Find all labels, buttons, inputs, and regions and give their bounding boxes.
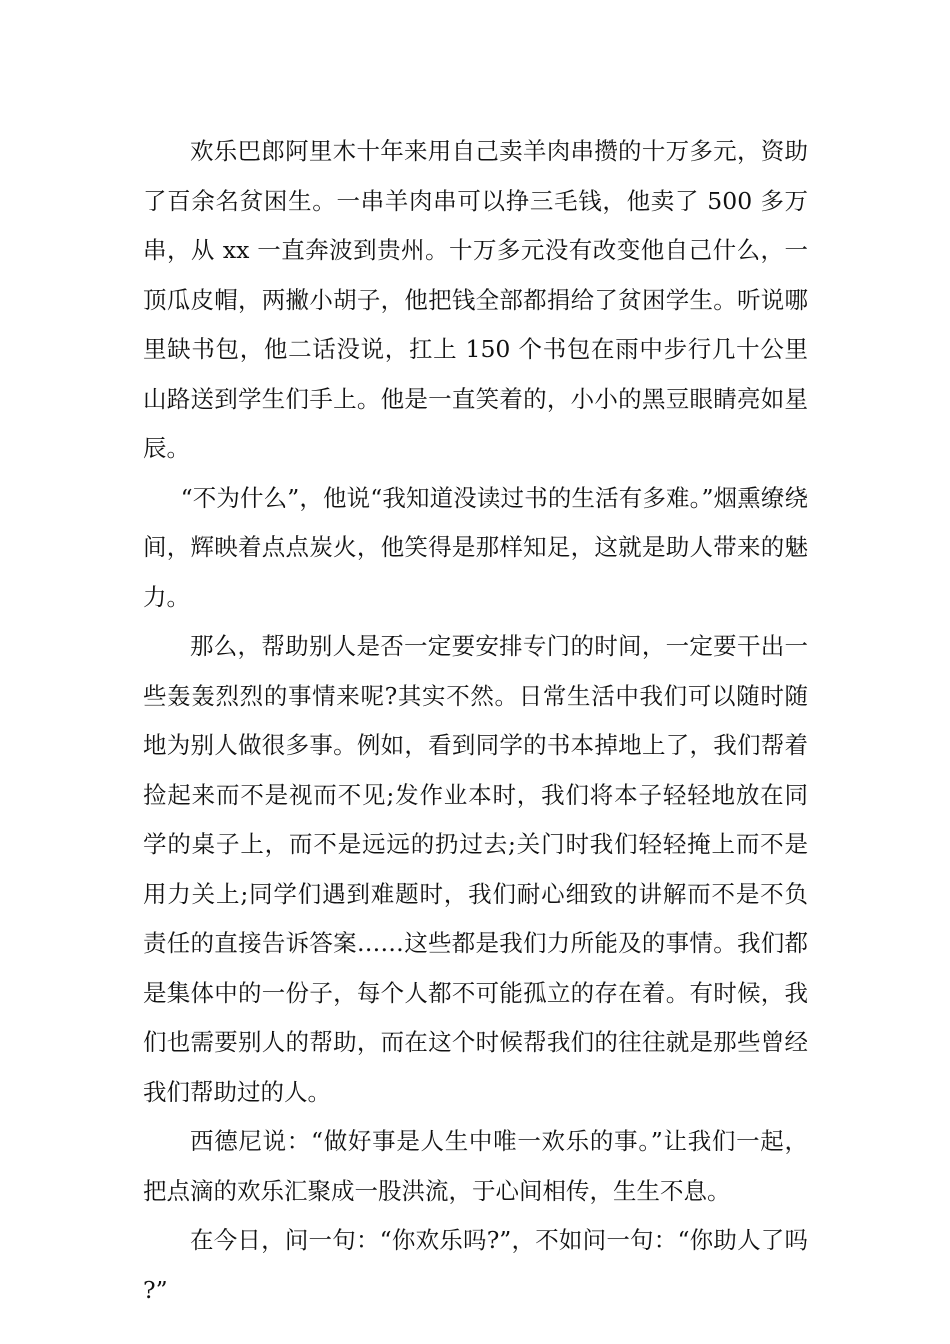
paragraph-why-quote: “不为什么”，他说“我知道没读过书的生活有多难。”烟熏缭绕间，辉映着点点炭火，他笑得是那样知足，这就是助人带来的魅力。 bbox=[143, 483, 808, 611]
paragraph-closing-question: 在今日，问一句：“你欢乐吗?”，不如问一句：“你助人了吗?” bbox=[143, 1226, 808, 1304]
document-body bbox=[143, 127, 808, 1315]
paragraph-everyday-help: 那么，帮助别人是否一定要安排专门的时间，一定要干出一些轰轰烈烈的事情来呢?其实不然。日常生活中我们可以随时随地为别人做很多事。例如，看到同学的书本掉地上了，我们帮着捡起来而不是视而不见;发作业本时，我们将本子轻轻地放在同学的桌子上，而不是远远的扔过去;关门时我们轻轻掩上而不是用力关上;同学们遇到难题时，我们耐心细致的讲解而不是不负责任的直接告诉答案……这些都是我们力所能及的事情。我们都是集体中的一份子，每个人都不可能孤立的存在着。有时候，我们也需要别人的帮助，而在这个时候帮我们的往往就是那些曾经我们帮助过的人。 bbox=[143, 632, 808, 1106]
paragraph-sidney-quote: 西德尼说：“做好事是人生中唯一欢乐的事。”让我们一起，把点滴的欢乐汇聚成一股洪流，于心间相传，生生不息。 bbox=[143, 1127, 808, 1205]
paragraph-alimu-story: 欢乐巴郎阿里木十年来用自己卖羊肉串攒的十万多元，资助了百余名贫困生。一串羊肉串可以挣三毛钱，他卖了 500 多万串，从 xx 一直奔波到贵州。十万多元没有改变他自己什么，一顶瓜皮帽，两撇小胡子，他把钱全部都捐给了贫困学生。听说哪里缺书包，他二话没说，扛上 150 个书包在雨中步行几十公里山路送到学生们手上。他是一直笑着的，小小的黑豆眼睛亮如星辰。 bbox=[143, 137, 808, 462]
